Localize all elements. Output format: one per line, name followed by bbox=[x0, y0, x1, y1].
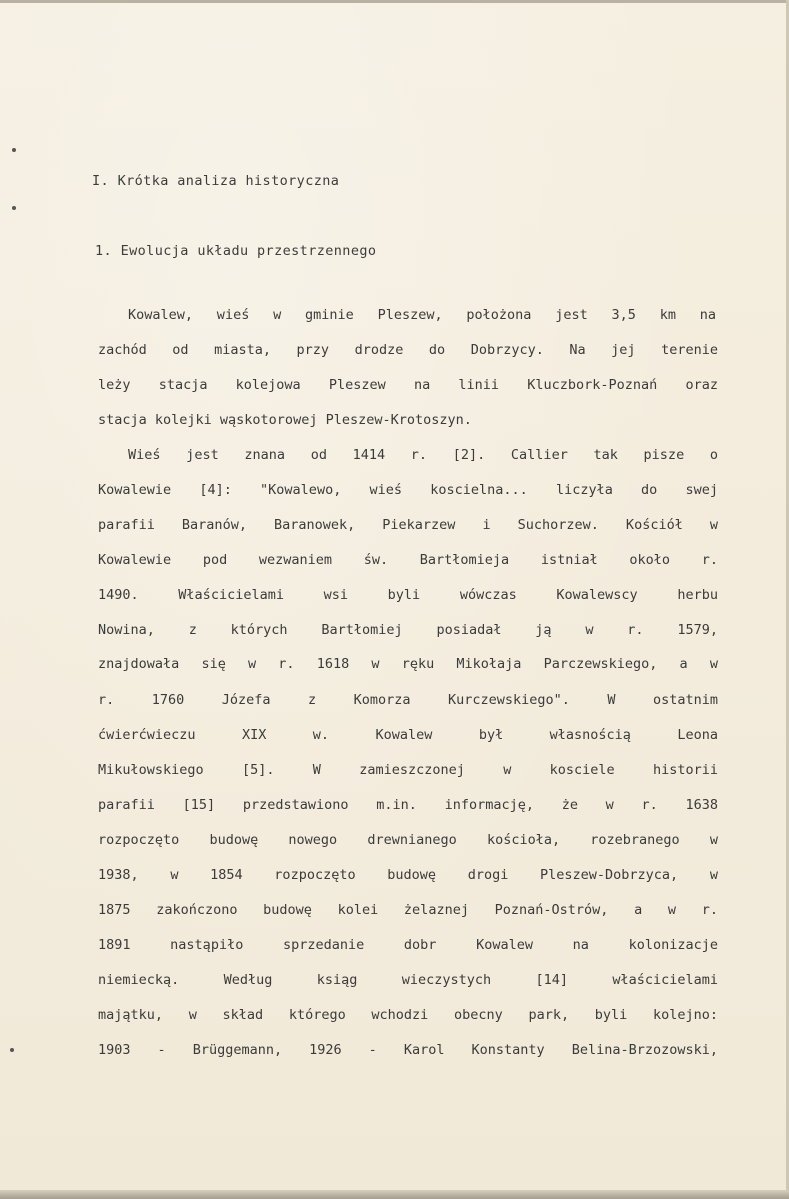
chapter-heading: I. Krótka analiza historyczna bbox=[92, 173, 340, 189]
body-text-line: 1891 nastąpiło sprzedanie dobr Kowalew na kolonizacje bbox=[98, 937, 718, 953]
body-text-line: 1875 zakończono budowę kolei żelaznej Poznań-Ostrów, a w r. bbox=[98, 902, 718, 918]
body-text-line: ćwierćwieczu XIX w. Kowalew był własnością Leona bbox=[98, 727, 718, 743]
body-text-line: leży stacja kolejowa Pleszew na linii Kluczbork-Poznań oraz bbox=[98, 377, 718, 393]
body-text-line: parafii Baranów, Baranowek, Piekarzew i Suchorzew. Kościół w bbox=[98, 517, 718, 533]
body-text-line: majątku, w skład którego wchodzi obecny park, byli kolejno: bbox=[98, 1007, 718, 1023]
page-bottom-edge bbox=[0, 1190, 789, 1199]
body-text-line: Mikułowskiego [5]. W zamieszczonej w kosciele historii bbox=[98, 762, 718, 778]
body-text-line: parafii [15] przedstawiono m.in. informację, że w r. 1638 bbox=[98, 797, 718, 813]
body-text-line: Kowalewie [4]: "Kowalewo, wieś koscielna... liczyła do swej bbox=[98, 482, 718, 498]
body-text-line: r. 1760 Józefa z Komorza Kurczewskiego". W ostatnim bbox=[98, 692, 718, 708]
body-text-line: znajdowała się w r. 1618 w ręku Mikołaja Parczewskiego, a w bbox=[98, 656, 718, 672]
punch-mark bbox=[12, 206, 16, 210]
body-text-line: stacja kolejki wąskotorowej Pleszew-Krotoszyn. bbox=[98, 412, 472, 428]
body-text-line: Kowalew, wieś w gminie Pleszew, położona jest 3,5 km na bbox=[128, 307, 716, 323]
body-text-line: 1490. Właścicielami wsi byli wówczas Kowalewscy herbu bbox=[98, 587, 718, 603]
body-text-line: rozpoczęto budowę nowego drewnianego kościoła, rozebranego w bbox=[98, 832, 718, 848]
body-text-line: 1903 - Brüggemann, 1926 - Karol Konstanty Belina-Brzozowski, bbox=[98, 1042, 718, 1058]
body-text-line: niemiecką. Według ksiąg wieczystych [14] właścicielami bbox=[98, 972, 718, 988]
body-text-line: 1938, w 1854 rozpoczęto budowę drogi Pleszew-Dobrzyca, w bbox=[98, 867, 718, 883]
body-text-line: Wieś jest znana od 1414 r. [2]. Callier tak pisze o bbox=[128, 447, 718, 463]
page-top-edge bbox=[0, 0, 789, 3]
section-heading: 1. Ewolucja układu przestrzennego bbox=[95, 243, 377, 259]
punch-mark bbox=[12, 148, 16, 152]
body-text-line: zachód od miasta, przy drodze do Dobrzycy. Na jej terenie bbox=[98, 342, 718, 358]
punch-mark bbox=[10, 1048, 14, 1052]
body-text-line: Kowalewie pod wezwaniem św. Bartłomieja istniał około r. bbox=[98, 552, 718, 568]
body-text-line: Nowina, z których Bartłomiej posiadał ją w r. 1579, bbox=[98, 622, 718, 638]
